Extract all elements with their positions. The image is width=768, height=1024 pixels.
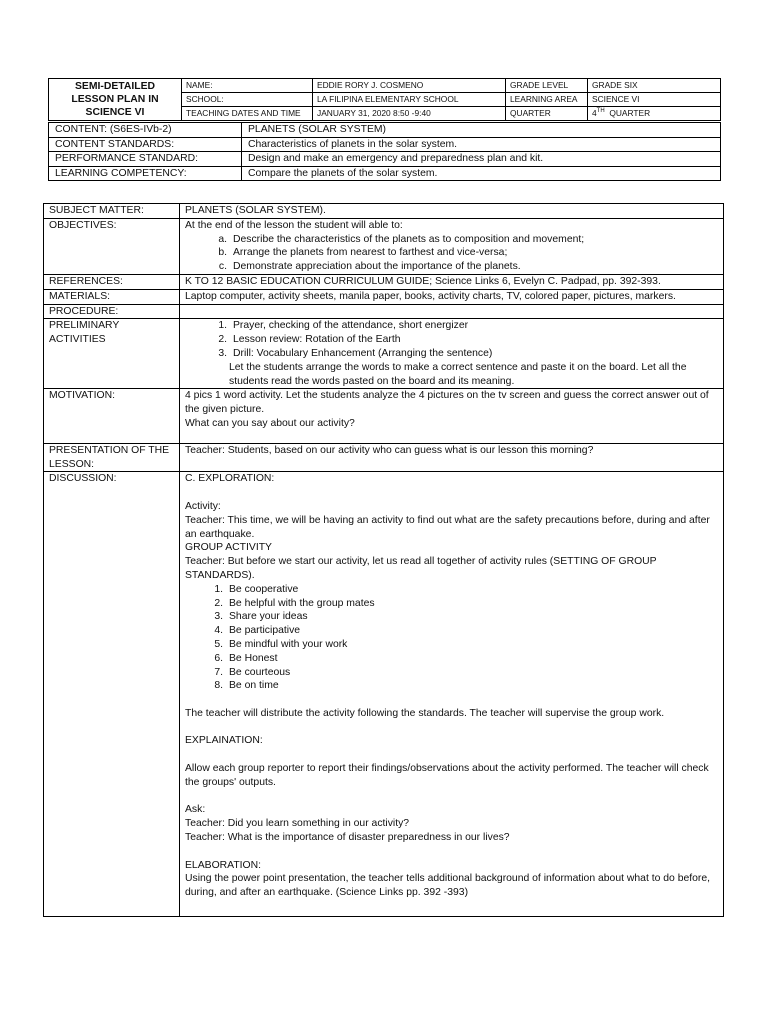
list-item: 2. Be helpful with the group mates (214, 597, 375, 609)
preliminary-label: PRELIMINARY ACTIVITIES (44, 319, 180, 389)
materials-label: MATERIALS: (44, 289, 180, 304)
content-label: CONTENT: (S6ES-IVb-2) (49, 123, 242, 138)
list-item: 5. Be mindful with your work (214, 638, 348, 650)
teaching-dates-value: JANUARY 31, 2020 8:50 -9:40 (313, 107, 506, 121)
learning-competency-label: LEARNING COMPETENCY: (49, 166, 242, 181)
list-item: 6. Be Honest (214, 652, 278, 664)
quarter-value: 4TH QUARTER (588, 107, 721, 121)
motivation-text: 4 pics 1 word activity. Let the students analyze the 4 pictures on the tv screen and guess the correct answer out of the given picture. (185, 390, 709, 416)
lesson-plan-title: SEMI-DETAILED LESSON PLAN IN SCIENCE VI (49, 79, 182, 121)
activity-text: Teacher: This time, we will be having an activity to find out what are the safety precautions before, during and after an earthquake. (185, 514, 710, 540)
school-value: LA FILIPINA ELEMENTARY SCHOOL (313, 93, 506, 107)
presentation-row (44, 443, 724, 472)
procedure-row (44, 304, 724, 319)
list-item: 7. Be courteous (214, 666, 291, 678)
learning-area-label: LEARNING AREA (506, 93, 588, 107)
preliminary-row (44, 319, 724, 389)
name-value: EDDIE RORY J. COSMENO (313, 79, 506, 93)
learning-competency-value: Compare the planets of the solar system. (242, 166, 721, 181)
preliminary-note: Let the students arrange the words to make a correct sentence and paste it on the board. Let all the students read the words pasted on the board and its meaning. (229, 361, 687, 387)
references-row (44, 274, 724, 289)
motivation-cell (180, 389, 724, 443)
learning-area-value: SCIENCE VI (588, 93, 721, 107)
motivation-question: What can you say about our activity? (185, 417, 355, 429)
ask-question-2: Teacher: What is the importance of disaster preparedness in our lives? (185, 832, 510, 844)
list-item: 4. Be participative (214, 625, 301, 637)
presentation-value: Teacher: Students, based on our activity who can guess what is our lesson this morning? (180, 443, 724, 472)
standards-row (49, 137, 721, 152)
grade-level-label: GRADE LEVEL (506, 79, 588, 93)
discussion-cell (180, 472, 724, 917)
procedure-label: PROCEDURE: (44, 304, 180, 319)
objectives-intro: At the end of the lesson the student will able to: (185, 219, 403, 231)
performance-standard-value: Design and make an emergency and preparedness plan and kit. (242, 152, 721, 167)
discussion-row (44, 472, 724, 917)
motivation-label: MOTIVATION: (44, 389, 180, 443)
elaboration-text: Using the power point presentation, the teacher tells additional background of information about what to do before, during, and after an earthquake. (Science Links pp. 392 -393) (185, 873, 711, 899)
list-item: a. Describe the characteristics of the planets as to composition and movement; (218, 233, 585, 245)
activity-heading: Activity: (185, 500, 221, 512)
list-item: 3. Drill: Vocabulary Enhancement (Arranging the sentence) (218, 347, 493, 359)
distribute-text: The teacher will distribute the activity following the standards. The teacher will supervise the group work. (185, 707, 665, 719)
materials-value: Laptop computer, activity sheets, manila paper, books, activity charts, TV, colored paper, pictures, markers. (180, 289, 724, 304)
quarter-label: QUARTER (506, 107, 588, 121)
list-item: b. Arrange the planets from nearest to farthest and vice-versa; (218, 247, 508, 259)
rules-intro: Teacher: But before we start our activity, let us read all together of activity rules (SETTING OF GROUP STANDARDS). (185, 556, 657, 581)
standards-row (49, 152, 721, 167)
content-standards-label: CONTENT STANDARDS: (49, 137, 242, 152)
elaboration-heading: ELABORATION: (185, 859, 262, 871)
presentation-label: PRESENTATION OF THE LESSON: (44, 443, 180, 472)
explanation-heading: EXPLAINATION: (185, 735, 263, 747)
explanation-text: Allow each group reporter to report their findings/observations about the activity performed. The teacher will check the groups' outputs. (185, 763, 709, 788)
objectives-row (44, 218, 724, 274)
header-table (48, 78, 721, 121)
name-label: NAME: (182, 79, 313, 93)
exploration-heading: C. EXPLORATION: (185, 473, 275, 485)
standards-row (49, 166, 721, 181)
list-item: 1. Be cooperative (214, 583, 299, 595)
subject-matter-row (44, 204, 724, 219)
subject-matter-label: SUBJECT MATTER: (44, 204, 180, 219)
teaching-dates-label: TEACHING DATES AND TIME (182, 107, 313, 121)
ask-question-1: Teacher: Did you learn something in our activity? (185, 818, 410, 830)
ask-heading: Ask: (185, 804, 206, 816)
subject-matter-value: PLANETS (SOLAR SYSTEM). (180, 204, 724, 219)
objectives-cell (180, 218, 724, 274)
lesson-table (43, 203, 724, 917)
grade-level-value: GRADE SIX (588, 79, 721, 93)
references-value: K TO 12 BASIC EDUCATION CURRICULUM GUIDE; Science Links 6, Evelyn C. Padpad, pp. 392-393. (180, 274, 724, 289)
motivation-row (44, 389, 724, 443)
list-item: 3. Share your ideas (214, 611, 308, 623)
content-value: PLANETS (SOLAR SYSTEM) (242, 123, 721, 138)
list-item: 2. Lesson review: Rotation of the Earth (218, 334, 401, 346)
standards-table (48, 122, 721, 181)
references-label: REFERENCES: (44, 274, 180, 289)
group-activity-heading: GROUP ACTIVITY (185, 542, 272, 554)
performance-standard-label: PERFORMANCE STANDARD: (49, 152, 242, 167)
procedure-value (180, 304, 724, 319)
materials-row (44, 289, 724, 304)
standards-row (49, 123, 721, 138)
content-standards-value: Characteristics of planets in the solar system. (242, 137, 721, 152)
list-item: c. Demonstrate appreciation about the importance of the planets. (218, 261, 521, 273)
list-item: 8. Be on time (214, 680, 279, 692)
objectives-label: OBJECTIVES: (44, 218, 180, 274)
discussion-label: DISCUSSION: (44, 472, 180, 917)
school-label: SCHOOL: (182, 93, 313, 107)
preliminary-cell (180, 319, 724, 389)
list-item: 1. Prayer, checking of the attendance, short energizer (218, 320, 469, 332)
